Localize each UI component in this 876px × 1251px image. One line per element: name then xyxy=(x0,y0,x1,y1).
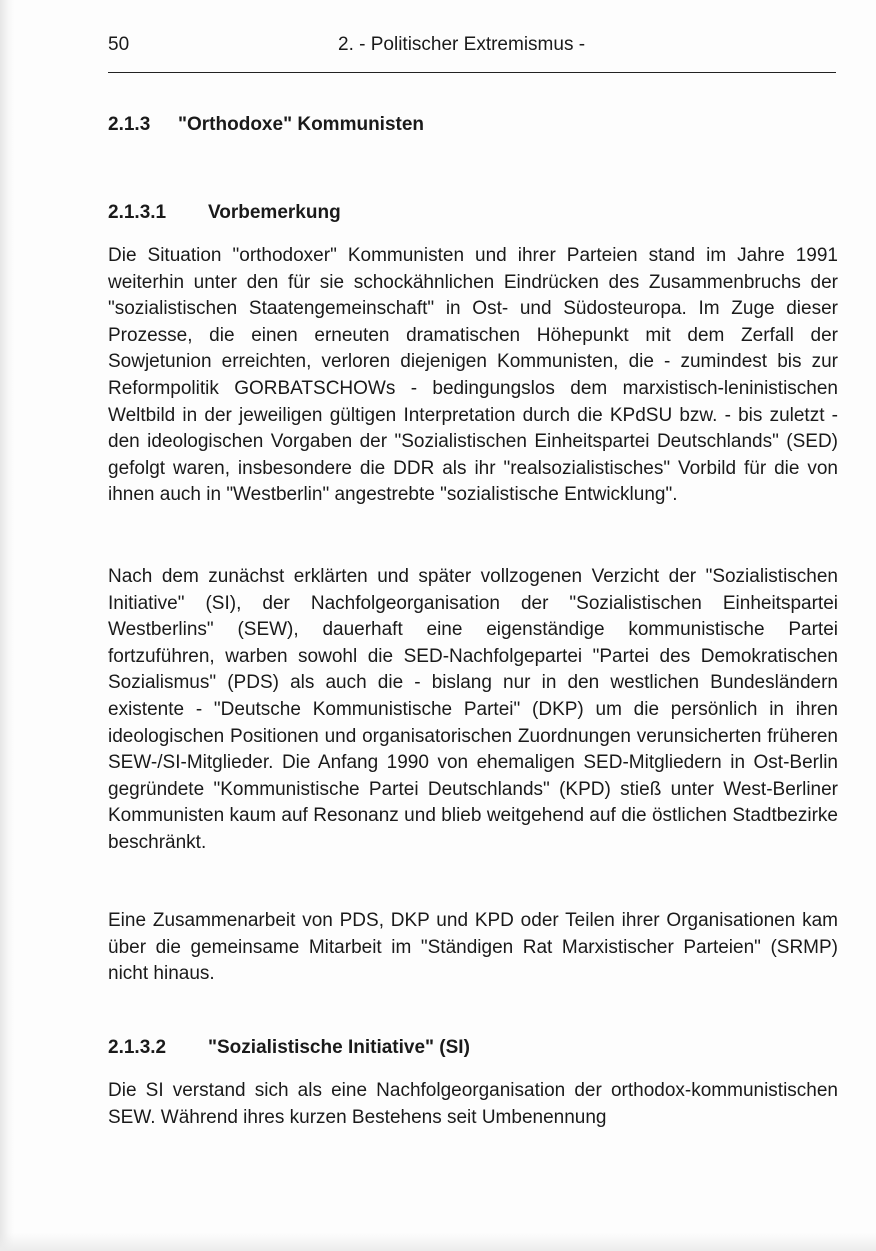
header-rule xyxy=(108,72,836,73)
page-number: 50 xyxy=(108,34,130,55)
paragraph-situation: Die Situation "orthodoxer" Kommunisten und ihrer Parteien stand im Jahre 1991 weiterhin unter den für sie schockähnlichen Eindrücken des Zusammenbruchs der "sozialistischen Staatengemeinschaft" in Ost- und Südosteuropa. Im Zuge dieser Prozesse, die einen erneuten dramatischen Höhepunkt mit dem Zerfall der Sowjetunion erreichten, verloren diejenigen Kommunisten, die - zumindest bis zur Reformpolitik GORBATSCHOWs - bedingungslos dem marxistisch-leninistischen Weltbild in der jeweiligen gültigen Interpretation durch die KPdSU bzw. - bis zuletzt - den ideologischen Vorgaben der "Sozialistischen Einheitspartei Deutschlands" (SED) gefolgt waren, insbesondere die DDR als ihr "realsozialistisches" Vorbild für die von ihnen auch in "Westberlin" angestrebte "sozialistische Entwicklung". xyxy=(108,245,838,506)
section-number: 2.1.3.2 xyxy=(108,1037,167,1058)
section-heading-2-1-3 xyxy=(108,114,424,136)
running-title: 2. - Politischer Extremismus - xyxy=(338,34,586,55)
paragraph-si: Die SI verstand sich als eine Nachfolgeorganisation der orthodox-kommunistischen SEW. Während ihres kurzen Bestehens seit Umbenennung xyxy=(108,1080,838,1128)
paragraph-verzicht: Nach dem zunächst erklärten und später vollzogenen Verzicht der "Sozialistischen Initiative" (SI), der Nachfolgeorganisation der "Sozialistischen Einheitspartei Westberlins" (SEW), dauerhaft eine eigenständige kommunistische Partei fortzuführen, warben sowohl die SED-Nachfolgepartei "Partei des Demokratischen Sozialismus" (PDS) als auch die - bislang nur in den westlichen Bundesländern existente - "Deutsche Kommunistische Partei" (DKP) um die persönlich in ihren ideologischen Positionen und organisatorischen Zuordnungen verunsicherten früheren SEW-/SI-Mitglieder. Die Anfang 1990 von ehemaligen SED-Mitgliedern in Ost-Berlin gegründete "Kommunistische Partei Deutschlands" (KPD) stieß unter West-Berliner Kommunisten kaum auf Resonanz und blieb weitgehend auf die östlichen Stadtbezirke beschränkt. xyxy=(108,566,838,853)
section-heading-2-1-3-2 xyxy=(108,1037,470,1059)
section-title: "Sozialistische Initiative" (SI) xyxy=(208,1037,470,1058)
section-title: Vorbemerkung xyxy=(208,202,341,223)
page-header xyxy=(108,34,836,60)
paragraph-zusammenarbeit: Eine Zusammenarbeit von PDS, DKP und KPD oder Teilen ihrer Organisationen kam über die gemeinsame Mitarbeit im "Ständigen Rat Marxistischer Parteien" (SRMP) nicht hinaus. xyxy=(108,910,838,985)
section-heading-2-1-3-1 xyxy=(108,202,341,224)
scan-shadow-bottom xyxy=(0,1233,876,1251)
scan-shadow-left xyxy=(0,0,14,1251)
section-title: "Orthodoxe" Kommunisten xyxy=(178,114,425,135)
section-number: 2.1.3 xyxy=(108,114,151,135)
section-number: 2.1.3.1 xyxy=(108,202,167,223)
